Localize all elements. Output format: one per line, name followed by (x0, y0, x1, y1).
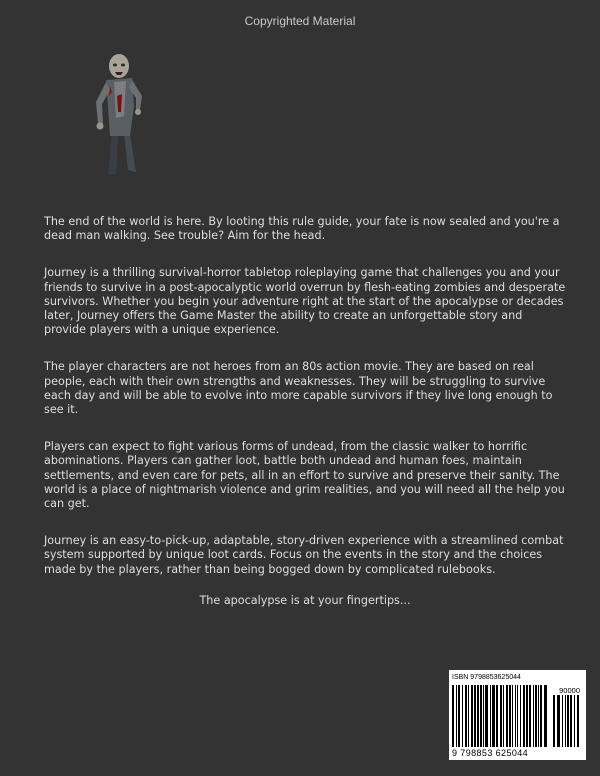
barcode-digits: 9 798853 625044 (452, 748, 529, 758)
tagline: The apocalypse is at your fingertips... (199, 593, 411, 607)
price-code: 90000 (559, 686, 580, 695)
isbn-barcode (449, 670, 586, 760)
blurb-paragraph-system: Journey is an easy-to-pick-up, adaptable, story-driven experience with a streamlined combat system supported by unique loot cards. Focus on the events in the story and the choices made by the players, rather than being bogged down by complicated rulebooks. (44, 534, 564, 576)
blurb-paragraph-characters: The player characters are not heroes from an 80s action movie. They are based on real people, each with their own strengths and weaknesses. They will be struggling to survive each day and will be able to evolve into more capable survivors if they live long enough to see it. (44, 360, 553, 417)
blurb-paragraph-game: Journey is a thrilling survival-horror tabletop roleplaying game that challenges you and your friends to survive in a post-apocalyptic world overrun by flesh-eating zombies and desperate survivors. Whether you begin your adventure right at the start of the apocalypse or decades later, Journey offers the Game Master the ability to create an unforgettable story and provide players with a unique experience. (44, 266, 566, 337)
back-cover-blurb (44, 215, 566, 631)
copyright-notice: Copyrighted Material (244, 14, 356, 28)
blurb-paragraph-undead: Players can expect to fight various forms of undead, from the classic walker to horrific abominations. Players can gather loot, battle both undead and human foes, maintain settlements, and even care for pets, all in an effort to survive and preserve their sanity. The world is a place of nightmarish violence and grim realities, and you will need all the help you can get. (44, 440, 565, 511)
isbn-label: ISBN 9798853625044 (452, 674, 521, 681)
barcode-bars (452, 685, 550, 747)
barcode-addon-bars (553, 695, 581, 747)
zombie-icon (84, 46, 154, 176)
blurb-paragraph-intro: The end of the world is here. By looting this rule guide, your fate is now sealed and you're a dead man walking. See trouble? Aim for the head. (44, 215, 560, 243)
